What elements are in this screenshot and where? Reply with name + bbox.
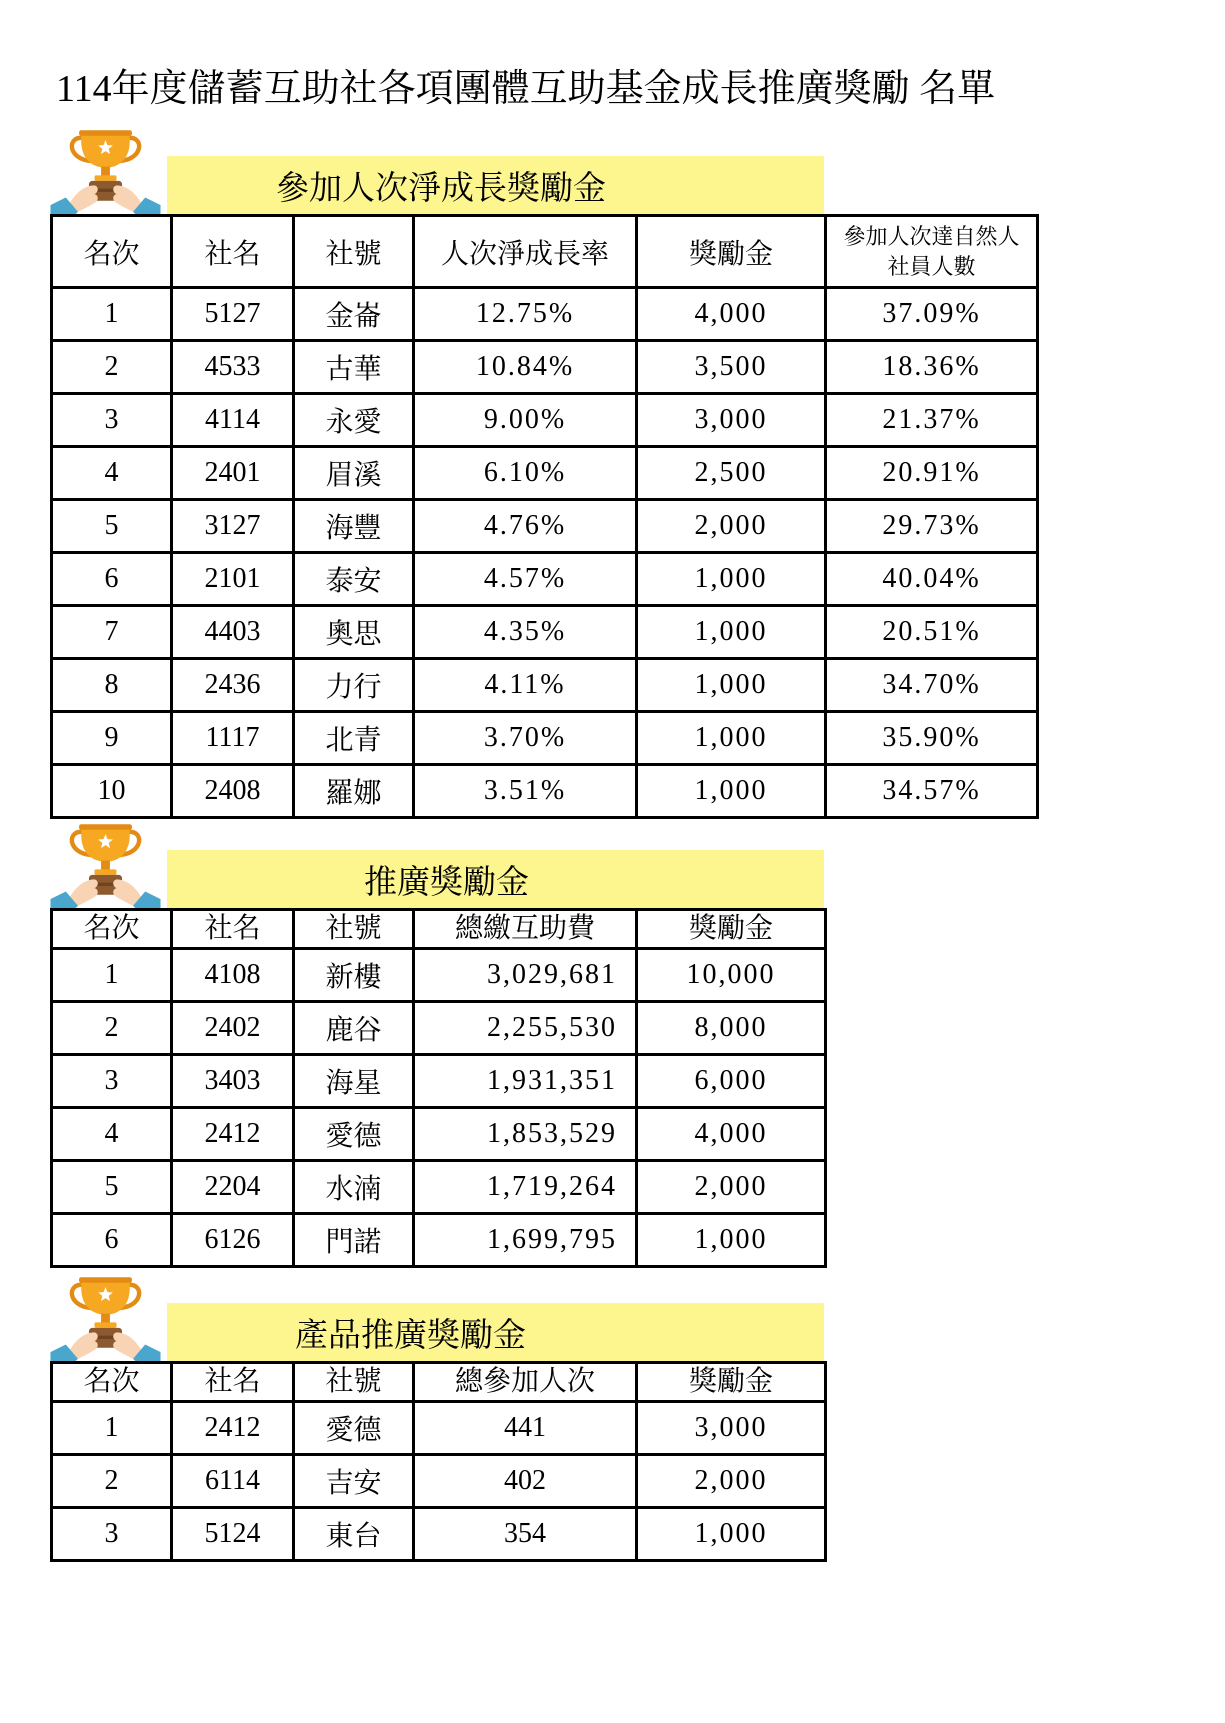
code-cell: 3127 [172, 500, 294, 553]
name-cell: 吉安 [294, 1455, 414, 1508]
trophy-icon [50, 1275, 161, 1361]
section-heading-band [167, 1303, 824, 1361]
growth-rate-cell: 6.10% [414, 447, 637, 500]
reward-cell: 6,000 [637, 1055, 826, 1108]
rank-cell: 2 [52, 341, 172, 394]
growth-rate-cell: 3.51% [414, 765, 637, 818]
ratio-cell: 35.90% [826, 712, 1038, 765]
section-heading: 產品推廣獎勵金 [295, 1318, 526, 1354]
code-cell: 4533 [172, 341, 294, 394]
rank-cell: 2 [52, 1455, 172, 1508]
section-heading: 參加人次淨成長獎勵金 [276, 171, 606, 207]
name-cell: 東台 [294, 1508, 414, 1561]
rank-cell: 1 [52, 949, 172, 1002]
table-row [52, 1402, 826, 1455]
column-header-rank: 名次 [52, 1363, 172, 1402]
table-row [52, 394, 1038, 447]
name-cell: 羅娜 [294, 765, 414, 818]
column-header-code: 社名 [172, 216, 294, 288]
column-header-participants: 總參加人次 [414, 1363, 637, 1402]
column-header-reward: 獎勵金 [637, 910, 826, 949]
rank-cell: 8 [52, 659, 172, 712]
header-row [52, 910, 826, 949]
code-cell: 2101 [172, 553, 294, 606]
ratio-cell: 34.70% [826, 659, 1038, 712]
code-cell: 6114 [172, 1455, 294, 1508]
growth-rate-cell: 12.75% [414, 288, 637, 341]
column-header-reward: 獎勵金 [637, 1363, 826, 1402]
table-row [52, 1108, 826, 1161]
column-header-code: 社名 [172, 910, 294, 949]
table-row [52, 1002, 826, 1055]
ratio-cell: 29.73% [826, 500, 1038, 553]
net-growth-table [50, 214, 1039, 819]
code-cell: 1117 [172, 712, 294, 765]
reward-cell: 1,000 [637, 765, 826, 818]
section-heading-band [167, 850, 824, 908]
rank-cell: 9 [52, 712, 172, 765]
name-cell: 泰安 [294, 553, 414, 606]
table-row [52, 288, 1038, 341]
total-fee-cell: 2,255,530 [414, 1002, 637, 1055]
total-fee-cell: 1,853,529 [414, 1108, 637, 1161]
growth-rate-cell: 4.35% [414, 606, 637, 659]
name-cell: 海豐 [294, 500, 414, 553]
rank-cell: 1 [52, 288, 172, 341]
table-row [52, 553, 1038, 606]
rank-cell: 3 [52, 1508, 172, 1561]
reward-cell: 1,000 [637, 1214, 826, 1267]
column-header-name: 社號 [294, 1363, 414, 1402]
table-row [52, 1508, 826, 1561]
rank-cell: 6 [52, 1214, 172, 1267]
name-cell: 力行 [294, 659, 414, 712]
table-row [52, 1455, 826, 1508]
reward-cell: 1,000 [637, 1508, 826, 1561]
table-row [52, 1161, 826, 1214]
participants-cell: 354 [414, 1508, 637, 1561]
ratio-cell: 34.57% [826, 765, 1038, 818]
participants-cell: 402 [414, 1455, 637, 1508]
rank-cell: 2 [52, 1002, 172, 1055]
ratio-cell: 21.37% [826, 394, 1038, 447]
name-cell: 愛德 [294, 1402, 414, 1455]
code-cell: 2436 [172, 659, 294, 712]
table-row [52, 712, 1038, 765]
column-header-line: 參加人次達自然人 [843, 223, 1020, 249]
code-cell: 5127 [172, 288, 294, 341]
column-header-name: 社號 [294, 910, 414, 949]
ratio-cell: 20.91% [826, 447, 1038, 500]
table-row [52, 1214, 826, 1267]
name-cell: 門諾 [294, 1214, 414, 1267]
rank-cell: 6 [52, 553, 172, 606]
table-row [52, 659, 1038, 712]
name-cell: 新樓 [294, 949, 414, 1002]
table-row [52, 500, 1038, 553]
table-row [52, 341, 1038, 394]
rank-cell: 5 [52, 1161, 172, 1214]
code-cell: 5124 [172, 1508, 294, 1561]
growth-rate-cell: 4.11% [414, 659, 637, 712]
column-header-total-fee: 總繳互助費 [414, 910, 637, 949]
table-row [52, 447, 1038, 500]
growth-rate-cell: 4.57% [414, 553, 637, 606]
reward-cell: 1,000 [637, 553, 826, 606]
code-cell: 6126 [172, 1214, 294, 1267]
code-cell: 3403 [172, 1055, 294, 1108]
table-row [52, 606, 1038, 659]
ratio-cell: 37.09% [826, 288, 1038, 341]
table-row [52, 765, 1038, 818]
code-cell: 2204 [172, 1161, 294, 1214]
reward-cell: 3,000 [637, 1402, 826, 1455]
reward-cell: 8,000 [637, 1002, 826, 1055]
reward-cell: 4,000 [637, 1108, 826, 1161]
rank-cell: 4 [52, 1108, 172, 1161]
column-header-code: 社名 [172, 1363, 294, 1402]
reward-cell: 2,000 [637, 1455, 826, 1508]
code-cell: 2402 [172, 1002, 294, 1055]
growth-rate-cell: 3.70% [414, 712, 637, 765]
name-cell: 海星 [294, 1055, 414, 1108]
code-cell: 2412 [172, 1108, 294, 1161]
page-title: 114年度儲蓄互助社各項團體互助基金成長推廣獎勵 名單 [56, 68, 996, 110]
column-header-rank: 名次 [52, 216, 172, 288]
growth-rate-cell: 4.76% [414, 500, 637, 553]
section-heading: 推廣獎勵金 [364, 865, 529, 901]
reward-cell: 1,000 [637, 606, 826, 659]
column-header-line: 社員人數 [887, 253, 976, 279]
reward-cell: 2,000 [637, 1161, 826, 1214]
code-cell: 4114 [172, 394, 294, 447]
reward-cell: 2,000 [637, 500, 826, 553]
ratio-cell: 18.36% [826, 341, 1038, 394]
name-cell: 愛德 [294, 1108, 414, 1161]
participants-cell: 441 [414, 1402, 637, 1455]
code-cell: 2401 [172, 447, 294, 500]
reward-cell: 4,000 [637, 288, 826, 341]
rank-cell: 3 [52, 1055, 172, 1108]
rank-cell: 5 [52, 500, 172, 553]
column-header-reward: 獎勵金 [637, 216, 826, 288]
code-cell: 4108 [172, 949, 294, 1002]
name-cell: 水湳 [294, 1161, 414, 1214]
rank-cell: 10 [52, 765, 172, 818]
name-cell: 金崙 [294, 288, 414, 341]
total-fee-cell: 1,699,795 [414, 1214, 637, 1267]
total-fee-cell: 1,931,351 [414, 1055, 637, 1108]
reward-cell: 3,500 [637, 341, 826, 394]
total-fee-cell: 1,719,264 [414, 1161, 637, 1214]
name-cell: 鹿谷 [294, 1002, 414, 1055]
name-cell: 奧思 [294, 606, 414, 659]
code-cell: 4403 [172, 606, 294, 659]
reward-cell: 3,000 [637, 394, 826, 447]
rank-cell: 1 [52, 1402, 172, 1455]
reward-cell: 10,000 [637, 949, 826, 1002]
reward-cell: 1,000 [637, 659, 826, 712]
growth-rate-cell: 9.00% [414, 394, 637, 447]
column-header-rank: 名次 [52, 910, 172, 949]
growth-rate-cell: 10.84% [414, 341, 637, 394]
section-heading-band [167, 156, 824, 214]
header-row [52, 216, 1038, 288]
promotion-table [50, 908, 827, 1268]
product-promotion-table [50, 1361, 827, 1562]
column-header-name: 社號 [294, 216, 414, 288]
name-cell: 眉溪 [294, 447, 414, 500]
code-cell: 2412 [172, 1402, 294, 1455]
reward-cell: 1,000 [637, 712, 826, 765]
rank-cell: 3 [52, 394, 172, 447]
trophy-icon [50, 822, 161, 908]
total-fee-cell: 3,029,681 [414, 949, 637, 1002]
table-row [52, 1055, 826, 1108]
rank-cell: 7 [52, 606, 172, 659]
column-header-growth-rate: 人次淨成長率 [414, 216, 637, 288]
trophy-icon [50, 128, 161, 214]
ratio-cell: 40.04% [826, 553, 1038, 606]
reward-cell: 2,500 [637, 447, 826, 500]
column-header-ratio [826, 216, 1038, 288]
name-cell: 永愛 [294, 394, 414, 447]
name-cell: 北青 [294, 712, 414, 765]
header-row [52, 1363, 826, 1402]
rank-cell: 4 [52, 447, 172, 500]
ratio-cell: 20.51% [826, 606, 1038, 659]
table-row [52, 949, 826, 1002]
code-cell: 2408 [172, 765, 294, 818]
name-cell: 古華 [294, 341, 414, 394]
